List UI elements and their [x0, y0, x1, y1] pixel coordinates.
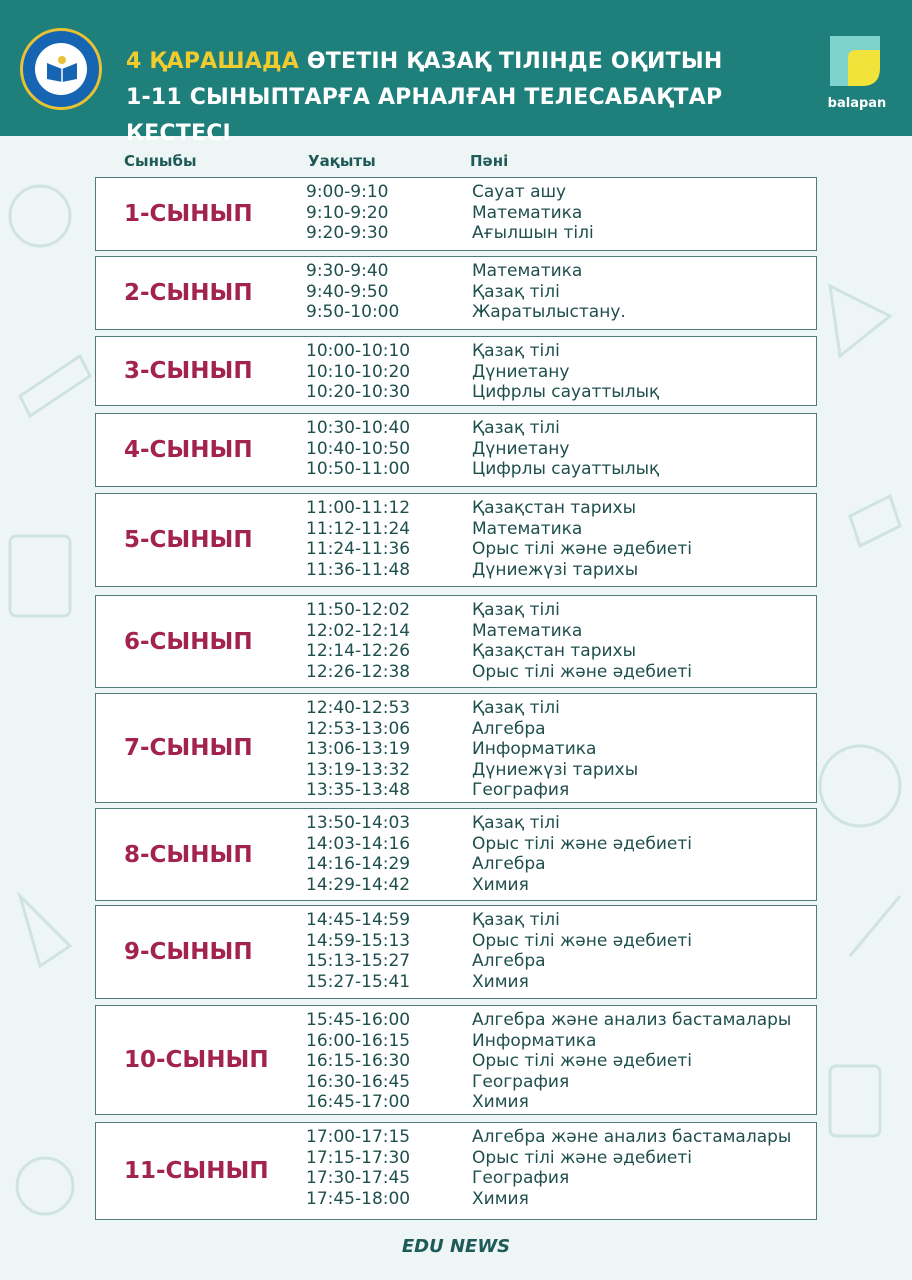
time-list [306, 600, 410, 682]
grade-label: 1-СЫНЫП [124, 201, 253, 227]
subject-name: Дүниежүзі тарихы [472, 559, 639, 580]
grade-label: 7-СЫНЫП [124, 735, 253, 761]
time-slot: 10:10-10:20 [306, 361, 411, 382]
column-header-subject: Пәні [470, 152, 509, 170]
subject-name: Химия [472, 1188, 529, 1209]
grade-label: 8-СЫНЫП [124, 841, 253, 868]
time-slot: 16:15-16:30 [306, 1051, 411, 1071]
subject-list [472, 498, 692, 580]
time-list [306, 698, 410, 801]
subject-name: Математика [472, 518, 583, 539]
subject-name: Қазақстан тарихы [472, 641, 637, 661]
subject-name: Қазақ тілі [472, 418, 560, 438]
subject-list [472, 418, 659, 480]
ministry-emblem-icon [20, 28, 102, 110]
time-slot: 14:16-14:29 [306, 854, 411, 874]
time-slot: 12:53-13:06 [306, 718, 411, 739]
subject-name: Орыс тілі және әдебиеті [472, 539, 693, 559]
grade-label: 4-СЫНЫП [124, 437, 253, 463]
time-list [306, 910, 410, 992]
time-slot: 13:19-13:32 [306, 759, 411, 780]
schedule-row [95, 493, 817, 587]
time-slot: 12:14-12:26 [306, 641, 411, 661]
time-slot: 10:20-10:30 [306, 382, 411, 402]
time-list [306, 813, 410, 895]
grade-label: 6-СЫНЫП [124, 628, 253, 655]
time-slot: 10:40-10:50 [306, 438, 411, 459]
title-line2: 1-11 СЫНЫПТАРҒА АРНАЛҒАН ТЕЛЕСАБАҚТАР КЕСТЕСІ [126, 85, 723, 146]
time-slot: 14:29-14:42 [306, 874, 411, 895]
time-slot: 14:03-14:16 [306, 833, 411, 854]
footer-brand: EDU NEWS [401, 1236, 511, 1257]
subject-name: Орыс тілі және әдебиеті [472, 1051, 693, 1071]
time-slot: 11:50-12:02 [306, 600, 411, 620]
time-slot: 11:12-11:24 [306, 518, 411, 539]
subject-name: География [472, 1071, 570, 1092]
subject-name: Қазақ тілі [472, 910, 560, 930]
balapan-logo-text: balapan [827, 96, 887, 111]
subject-name: Цифрлы сауаттылық [472, 459, 660, 479]
subject-list [472, 261, 626, 323]
subject-name: Математика [472, 620, 583, 641]
time-slot: 13:35-13:48 [306, 780, 411, 800]
subject-name: Дүниетану [472, 438, 570, 459]
grade-label: 11-СЫНЫП [124, 1158, 269, 1184]
subject-name: Сауат ашу [472, 182, 567, 202]
time-slot: 9:00-9:10 [306, 182, 389, 202]
time-slot: 12:26-12:38 [306, 661, 411, 682]
column-header-time: Уақыты [308, 152, 376, 170]
time-slot: 11:36-11:48 [306, 559, 411, 580]
subject-name: Алгебра [472, 718, 546, 739]
page-title [126, 44, 826, 152]
subject-name: Қазақ тілі [472, 341, 560, 361]
time-slot: 10:00-10:10 [306, 341, 411, 361]
subject-list [472, 341, 659, 403]
time-list [306, 498, 410, 580]
time-slot: 9:30-9:40 [306, 261, 389, 281]
subject-name: Информатика [472, 739, 597, 759]
column-header-grade: Сыныбы [124, 152, 197, 170]
time-slot: 13:06-13:19 [306, 739, 411, 759]
time-slot: 14:45-14:59 [306, 910, 411, 930]
subject-name: Алгебра [472, 854, 546, 874]
schedule-row [95, 413, 817, 487]
subject-name: Қазақстан тарихы [472, 498, 637, 518]
time-slot: 14:59-15:13 [306, 930, 411, 951]
subject-list [472, 1127, 791, 1209]
subject-name: Жаратылыстану. [472, 302, 626, 322]
time-slot: 12:40-12:53 [306, 698, 411, 718]
time-list [306, 418, 410, 480]
header-banner [0, 0, 912, 146]
grade-label: 5-СЫНЫП [124, 527, 253, 553]
time-slot: 15:27-15:41 [306, 971, 411, 992]
grade-label: 3-СЫНЫП [124, 358, 253, 384]
subject-name: Химия [472, 874, 529, 895]
subject-name: География [472, 780, 570, 800]
subject-name: Орыс тілі және әдебиеті [472, 661, 693, 682]
subject-name: Қазақ тілі [472, 698, 560, 718]
subject-name: Химия [472, 971, 529, 992]
time-slot: 9:20-9:30 [306, 223, 389, 243]
subject-name: Қазақ тілі [472, 813, 560, 833]
subject-list [472, 698, 638, 801]
schedule-row [95, 256, 817, 330]
time-slot: 16:30-16:45 [306, 1071, 411, 1092]
subject-name: Алгебра және анализ бастамалары [472, 1127, 792, 1147]
subject-name: Орыс тілі және әдебиеті [472, 1147, 693, 1168]
subject-list [472, 182, 594, 244]
grade-label: 9-СЫНЫП [124, 939, 253, 965]
time-slot: 17:30-17:45 [306, 1168, 411, 1188]
time-slot: 9:50-10:00 [306, 302, 400, 322]
time-slot: 15:45-16:00 [306, 1010, 411, 1030]
subject-name: Математика [472, 261, 583, 281]
schedule-row [95, 905, 817, 999]
subject-name: Алгебра [472, 951, 546, 971]
subject-list [472, 813, 692, 895]
subject-name: Дүниежүзі тарихы [472, 759, 639, 780]
time-slot: 17:45-18:00 [306, 1188, 411, 1209]
time-slot: 16:00-16:15 [306, 1030, 411, 1051]
grade-label: 2-СЫНЫП [124, 280, 253, 306]
time-slot: 15:13-15:27 [306, 951, 411, 971]
schedule-row [95, 1005, 817, 1115]
time-slot: 10:50-11:00 [306, 459, 411, 479]
subject-name: Цифрлы сауаттылық [472, 382, 660, 402]
time-slot: 12:02-12:14 [306, 620, 411, 641]
subject-name: Ағылшын тілі [472, 223, 594, 243]
subject-name: Орыс тілі және әдебиеті [472, 930, 693, 951]
subject-list [472, 1010, 791, 1113]
schedule-row [95, 808, 817, 901]
schedule-row [95, 177, 817, 251]
time-slot: 17:00-17:15 [306, 1127, 411, 1147]
subject-name: Қазақ тілі [472, 600, 560, 620]
subject-name: Химия [472, 1092, 529, 1112]
time-list [306, 341, 410, 403]
time-slot: 11:00-11:12 [306, 498, 411, 518]
time-list [306, 1010, 410, 1113]
time-slot: 17:15-17:30 [306, 1147, 411, 1168]
time-slot: 10:30-10:40 [306, 418, 411, 438]
subject-name: Математика [472, 202, 583, 223]
schedule-row [95, 336, 817, 406]
time-slot: 16:45-17:00 [306, 1092, 411, 1112]
subject-name: Алгебра және анализ бастамалары [472, 1010, 792, 1030]
title-date-highlight: 4 ҚАРАШАДА [126, 49, 300, 74]
subject-name: Орыс тілі және әдебиеті [472, 833, 693, 854]
subject-list [472, 910, 692, 992]
time-slot: 9:10-9:20 [306, 202, 389, 223]
title-line1: ӨТЕТІН ҚАЗАҚ ТІЛІНДЕ ОҚИТЫН [299, 49, 723, 74]
time-list [306, 182, 389, 244]
schedule-row [95, 1122, 817, 1220]
time-list [306, 261, 399, 323]
subject-name: Информатика [472, 1030, 597, 1051]
subject-name: Қазақ тілі [472, 281, 560, 302]
time-slot: 9:40-9:50 [306, 281, 389, 302]
subject-list [472, 600, 692, 682]
subject-name: География [472, 1168, 570, 1188]
time-slot: 11:24-11:36 [306, 539, 411, 559]
subject-name: Дүниетану [472, 361, 570, 382]
schedule-row [95, 595, 817, 688]
schedule-row [95, 693, 817, 803]
time-list [306, 1127, 410, 1209]
time-slot: 13:50-14:03 [306, 813, 411, 833]
balapan-logo-icon [822, 28, 888, 94]
grade-label: 10-СЫНЫП [124, 1047, 269, 1073]
